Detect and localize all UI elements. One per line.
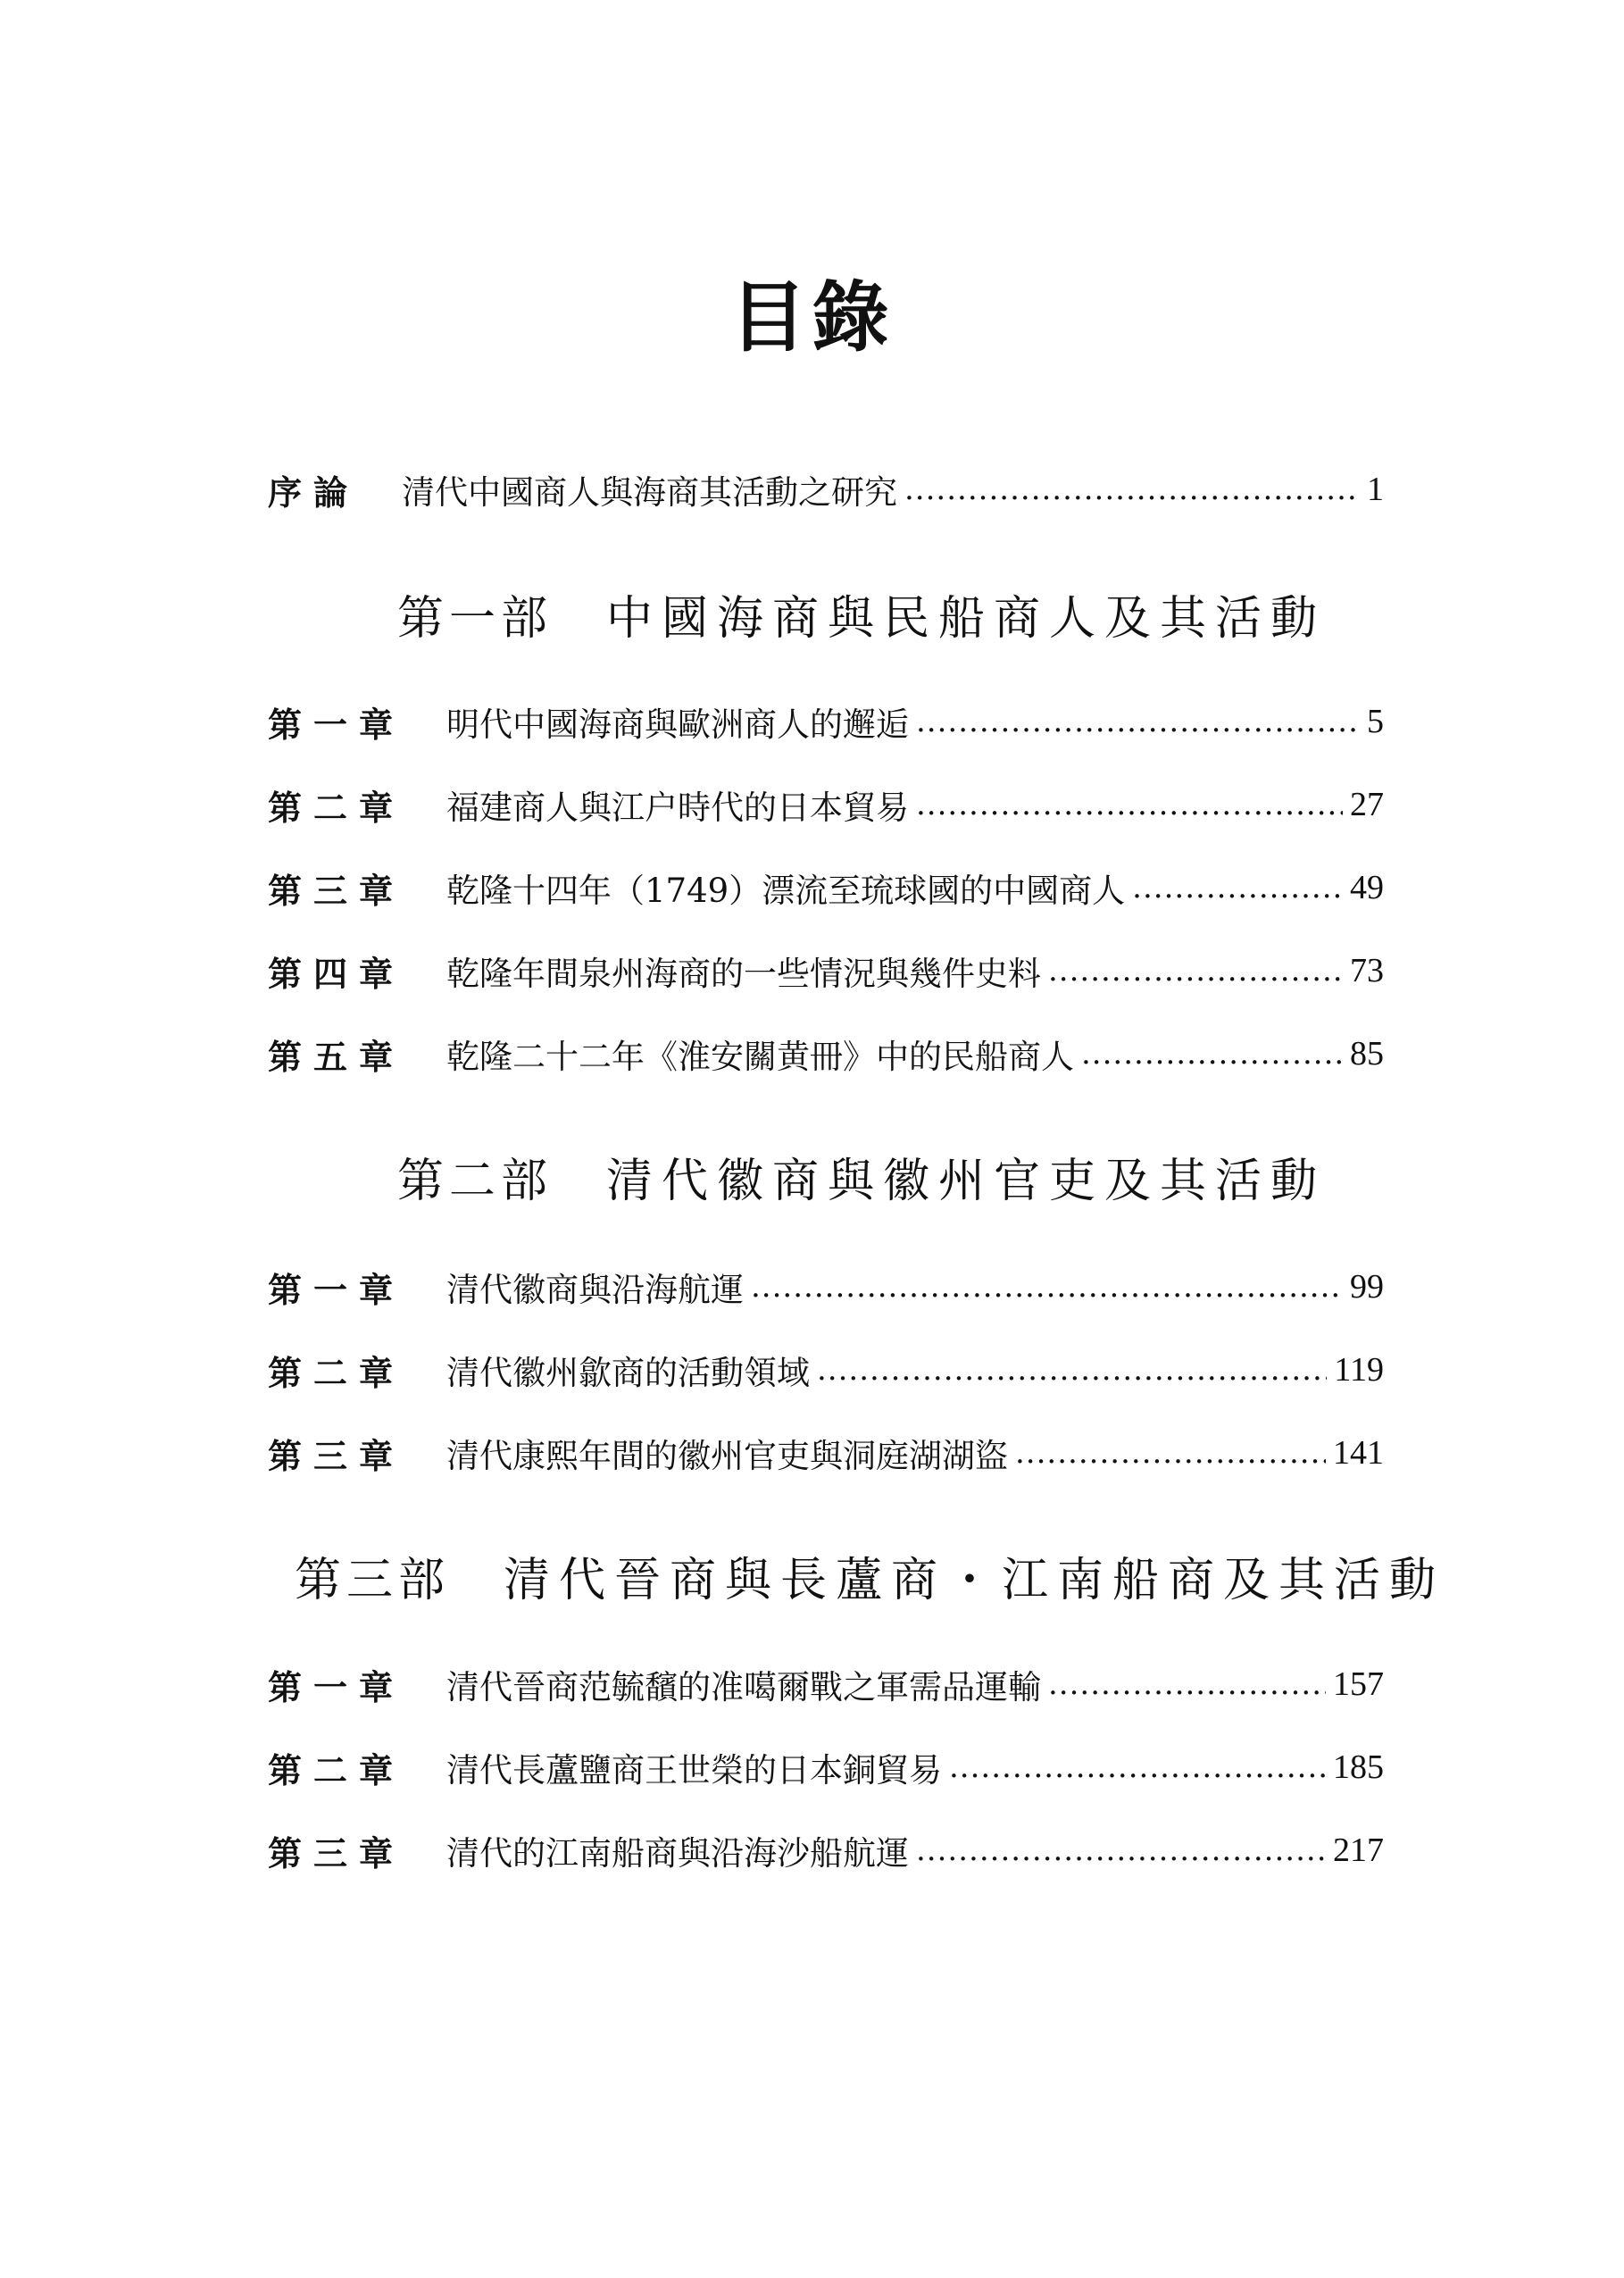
entry-title: 清代康熙年間的徽州官吏與洞庭湖湖盜 bbox=[446, 1437, 1008, 1475]
entry-label: 第二章 bbox=[268, 1352, 405, 1393]
entry-title: 清代中國商人與海商其活動之研究 bbox=[402, 473, 897, 512]
page-number: 185 bbox=[1333, 1748, 1384, 1786]
dot-leader bbox=[1048, 1666, 1326, 1702]
toc-entry[interactable] bbox=[268, 697, 1384, 747]
page-title: 目錄 bbox=[729, 273, 895, 363]
dot-leader bbox=[817, 1352, 1327, 1388]
toc-entry[interactable] bbox=[268, 1345, 1384, 1395]
entry-label: 第五章 bbox=[268, 1036, 405, 1077]
entry-title: 明代中國海商與歐洲商人的邂逅 bbox=[446, 705, 909, 744]
dot-leader bbox=[916, 787, 1343, 822]
part-heading-1 bbox=[397, 580, 1326, 647]
page-number: 85 bbox=[1350, 1035, 1384, 1072]
dot-leader bbox=[916, 704, 1360, 739]
toc-entry[interactable] bbox=[268, 946, 1384, 996]
entry-label: 第三章 bbox=[268, 870, 405, 911]
dot-leader bbox=[1132, 870, 1343, 905]
entry-label: 第二章 bbox=[268, 1749, 405, 1790]
toc-entry[interactable] bbox=[268, 780, 1384, 830]
part-label: 第一部 bbox=[397, 592, 554, 646]
dot-leader bbox=[949, 1749, 1326, 1785]
entry-title: 清代的江南船商與沿海沙船航運 bbox=[446, 1834, 909, 1873]
entry-title: 清代晉商范毓馪的准噶爾戰之軍需品運輸 bbox=[446, 1668, 1041, 1706]
page-number: 99 bbox=[1350, 1268, 1384, 1306]
page-number: 73 bbox=[1350, 952, 1384, 989]
page-number: 157 bbox=[1333, 1665, 1384, 1703]
part-label: 第三部 bbox=[295, 1554, 451, 1607]
toc-entry[interactable] bbox=[268, 1825, 1384, 1875]
part-heading-3 bbox=[295, 1542, 1445, 1609]
page-number: 49 bbox=[1350, 869, 1384, 906]
page-number: 217 bbox=[1333, 1832, 1384, 1869]
entry-title: 乾隆二十二年《淮安關黄冊》中的民船商人 bbox=[446, 1038, 1074, 1076]
part-heading-2 bbox=[397, 1143, 1326, 1210]
part-title: 清代晉商與長蘆商・江南船商及其活動 bbox=[504, 1554, 1445, 1607]
toc-entry[interactable] bbox=[268, 1029, 1384, 1079]
page-number: 1 bbox=[1367, 471, 1384, 508]
entry-title: 乾隆年間泉州海商的一些情況與幾件史料 bbox=[446, 955, 1041, 993]
entry-title: 清代長蘆鹽商王世榮的日本銅貿易 bbox=[446, 1751, 942, 1790]
part-title: 清代徽商與徽州官吏及其活動 bbox=[606, 1155, 1327, 1208]
dot-leader bbox=[916, 1832, 1326, 1868]
dot-leader bbox=[904, 471, 1360, 507]
entry-label: 序論 bbox=[268, 471, 360, 513]
dot-leader bbox=[751, 1269, 1343, 1305]
page-number: 119 bbox=[1334, 1351, 1384, 1389]
part-title: 中國海商與民船商人及其活動 bbox=[606, 592, 1327, 646]
page-number: 27 bbox=[1350, 786, 1384, 823]
toc-entry[interactable] bbox=[268, 1262, 1384, 1312]
dot-leader bbox=[1048, 953, 1343, 989]
entry-title: 清代徽商與沿海航運 bbox=[446, 1271, 744, 1309]
entry-label: 第三章 bbox=[268, 1435, 405, 1476]
entry-title: 乾隆十四年（1749）漂流至琉球國的中國商人 bbox=[446, 872, 1126, 910]
dot-leader bbox=[1015, 1435, 1326, 1471]
toc-entry[interactable] bbox=[268, 1659, 1384, 1709]
page-number: 141 bbox=[1333, 1434, 1384, 1472]
entry-label: 第一章 bbox=[268, 1269, 405, 1310]
toc-entry-intro[interactable] bbox=[268, 464, 1384, 514]
entry-label: 第四章 bbox=[268, 953, 405, 994]
entry-title: 福建商人與江户時代的日本貿易 bbox=[446, 789, 909, 827]
toc-entry[interactable] bbox=[268, 1428, 1384, 1478]
toc-entry[interactable] bbox=[268, 1742, 1384, 1792]
toc-entry[interactable] bbox=[268, 863, 1384, 913]
part-label: 第二部 bbox=[397, 1155, 554, 1208]
entry-label: 第二章 bbox=[268, 787, 405, 828]
entry-title: 清代徽州歙商的活動領域 bbox=[446, 1354, 810, 1392]
entry-label: 第一章 bbox=[268, 704, 405, 745]
entry-label: 第三章 bbox=[268, 1832, 405, 1873]
entry-label: 第一章 bbox=[268, 1666, 405, 1707]
page-number: 5 bbox=[1367, 703, 1384, 740]
dot-leader bbox=[1081, 1036, 1343, 1072]
